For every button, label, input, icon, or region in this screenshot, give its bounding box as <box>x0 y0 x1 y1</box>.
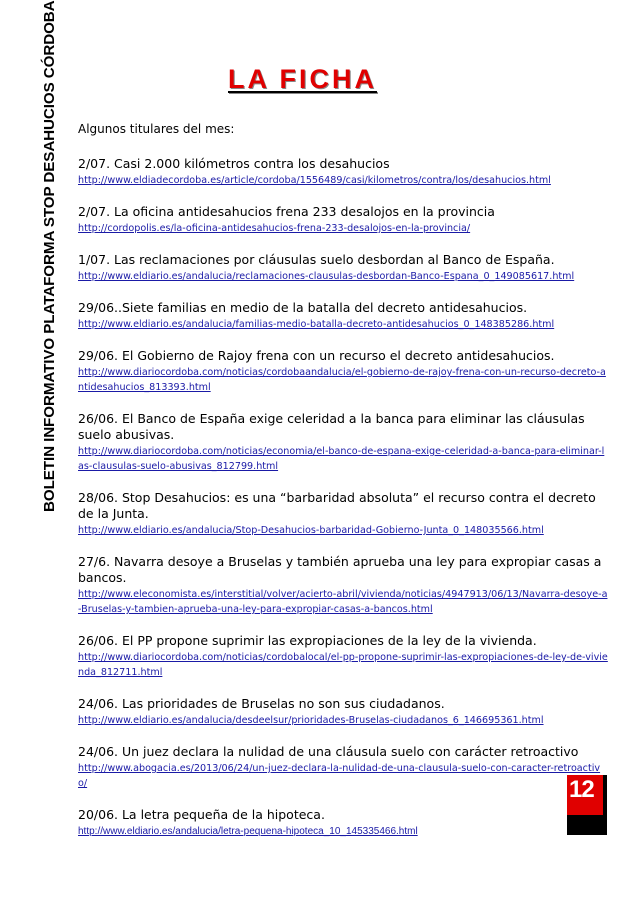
headline-link[interactable]: http://www.diariocordoba.com/noticias/cordobalocal/el-pp-propone-suprimir-las-expropiaciones-de-ley-de-vivienda_812711.html <box>78 652 608 678</box>
headline-link[interactable]: http://www.diariocordoba.com/noticias/cordobaandalucia/el-gobierno-de-rajoy-frena-con-un-recurso-decreto-antidesahucios_813393.html <box>78 367 606 393</box>
headline: 2/07. La oficina antidesahucios frena 233 desalojos en la provincia <box>78 204 495 219</box>
headline: 24/06. Las prioridades de Bruselas no son sus ciudadanos. <box>78 696 445 711</box>
headline: 26/06. El PP propone suprimir las expropiaciones de la ley de la vivienda. <box>78 633 537 648</box>
side-bulletin-text: BOLETIN INFORMATIVO PLATAFORMA STOP DESAHUCIOS CÓRDOBA <box>40 0 58 512</box>
headline-link[interactable]: http://cordopolis.es/la-oficina-antidesahucios-frena-233-desalojos-en-la-provincia/ <box>78 223 471 234</box>
headlines-list <box>78 122 608 855</box>
list-item <box>78 348 608 395</box>
headline: 24/06. Un juez declara la nulidad de una cláusula suelo con carácter retroactivo <box>78 744 579 759</box>
headline-link[interactable]: http://www.eldiario.es/andalucia/reclamaciones-clausulas-desbordan-Banco-Espana_0_149085617.html <box>78 271 575 282</box>
headline: 1/07. Las reclamaciones por cláusulas suelo desbordan al Banco de España. <box>78 252 555 267</box>
list-item <box>78 300 608 332</box>
headline-link[interactable]: http://www.eldiario.es/andalucia/Stop-Desahucios-barbaridad-Gobierno-Junta_0_148035566.html <box>78 525 544 536</box>
headline: 29/06. El Gobierno de Rajoy frena con un recurso el decreto antidesahucios. <box>78 348 555 363</box>
headline: 2/07. Casi 2.000 kilómetros contra los desahucios <box>78 156 390 171</box>
intro-text: Algunos titulares del mes: <box>78 122 235 136</box>
list-item <box>78 156 608 188</box>
headline-link[interactable]: http://www.eldiadecordoba.es/article/cordoba/1556489/casi/kilometros/contra/los/desahucios.html <box>78 175 551 186</box>
list-item <box>78 633 608 680</box>
list-item <box>78 807 608 839</box>
list-item <box>78 696 608 728</box>
page-title: LA FICHA <box>228 64 377 94</box>
list-item <box>78 744 608 791</box>
page-number: 12 <box>569 776 594 803</box>
side-bulletin-label <box>38 0 60 512</box>
page-number-badge <box>567 775 607 835</box>
headline-link[interactable]: http://www.diariocordoba.com/noticias/economia/el-banco-de-espana-exige-celeridad-a-banca-para-eliminar-las-clausulas-suelo-abusivas_812799.html <box>78 446 605 472</box>
headline-link[interactable]: http://www.eleconomista.es/interstitial/volver/acierto-abril/vivienda/noticias/4947913/06/13/Navarra-desoye-a-Bruselas-y-tambien-aprueba-una-ley-para-expropiar-casas-a-bancos.html <box>78 589 608 615</box>
list-item <box>78 554 608 617</box>
list-item <box>78 204 608 236</box>
headline-link[interactable]: http://www.eldiario.es/andalucia/desdeelsur/prioridades-Bruselas-ciudadanos_6_146695361.html <box>78 715 544 726</box>
headline: 27/6. Navarra desoye a Bruselas y también aprueba una ley para expropiar casas a bancos. <box>78 554 602 585</box>
headline-link[interactable]: http://www.eldiario.es/andalucia/letra-pequena-hipoteca_10_145335466.html <box>78 826 418 837</box>
list-item <box>78 490 608 538</box>
headline-link[interactable]: http://www.abogacia.es/2013/06/24/un-juez-declara-la-nulidad-de-una-clausula-suelo-con-caracter-retroactivo/ <box>78 763 601 789</box>
headline: 26/06. El Banco de España exige celeridad a la banca para eliminar las cláusulas suelo abusivas. <box>78 411 585 442</box>
headline: 28/06. Stop Desahucios: es una “barbaridad absoluta” el recurso contra el decreto de la Junta. <box>78 490 596 521</box>
headline: 29/06..Siete familias en medio de la batalla del decreto antidesahucios. <box>78 300 528 315</box>
headline-link[interactable]: http://www.eldiario.es/andalucia/familias-medio-batalla-decreto-antidesahucios_0_148385286.html <box>78 319 555 330</box>
headline: 20/06. La letra pequeña de la hipoteca. <box>78 807 325 822</box>
list-item <box>78 252 608 284</box>
list-item <box>78 411 608 474</box>
